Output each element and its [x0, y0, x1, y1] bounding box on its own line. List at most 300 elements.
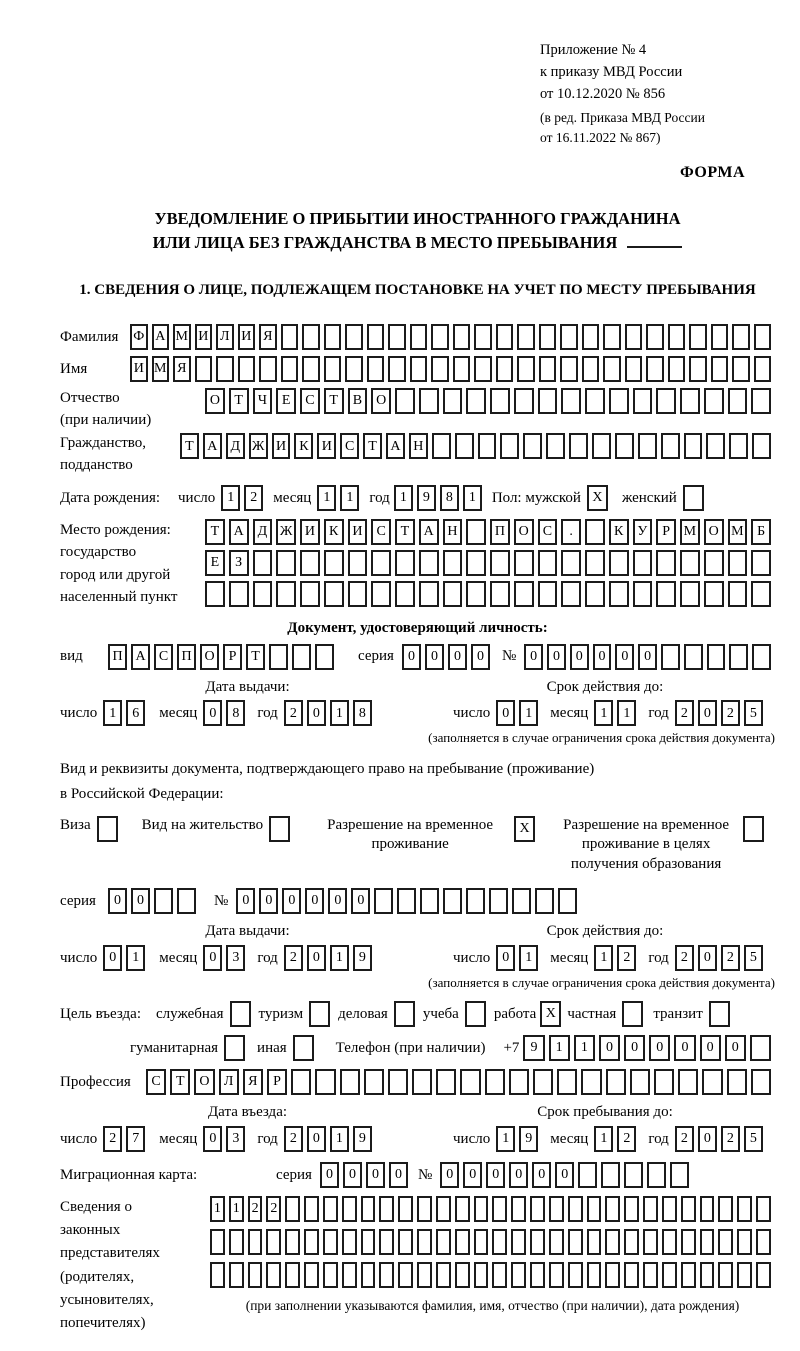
char-cell[interactable] [535, 888, 554, 914]
char-cell[interactable] [718, 1196, 733, 1222]
char-cell[interactable] [340, 1069, 360, 1095]
char-cell[interactable] [732, 324, 750, 350]
char-cell[interactable]: З [229, 550, 249, 576]
char-cell[interactable] [342, 1262, 357, 1288]
char-cell[interactable]: 0 [496, 700, 515, 726]
char-cell[interactable]: 9 [353, 945, 372, 971]
char-cell[interactable]: 0 [547, 644, 566, 670]
char-cell[interactable]: 8 [353, 700, 372, 726]
char-cell[interactable] [281, 324, 299, 350]
char-cell[interactable] [489, 888, 508, 914]
char-cell[interactable]: М [680, 519, 700, 545]
char-cell[interactable]: 0 [555, 1162, 574, 1188]
char-cell[interactable] [323, 1229, 338, 1255]
char-cell[interactable] [704, 581, 724, 607]
char-cell[interactable] [751, 388, 771, 414]
char-cell[interactable]: Ж [249, 433, 268, 459]
char-cell[interactable] [304, 1196, 319, 1222]
char-cell[interactable] [752, 644, 771, 670]
char-cell[interactable] [662, 1229, 677, 1255]
char-cell[interactable] [419, 550, 439, 576]
char-cell[interactable]: П [108, 644, 127, 670]
char-cell[interactable] [269, 644, 288, 670]
char-cell[interactable] [485, 1069, 505, 1095]
phone-cells[interactable] [523, 1035, 775, 1061]
char-cell[interactable] [443, 550, 463, 576]
char-cell[interactable] [388, 1069, 408, 1095]
char-cell[interactable]: 1 [221, 485, 240, 511]
char-cell[interactable] [410, 324, 428, 350]
char-cell[interactable] [754, 356, 772, 382]
char-cell[interactable] [737, 1262, 752, 1288]
char-cell[interactable]: 1 [617, 700, 636, 726]
char-cell[interactable] [431, 356, 449, 382]
char-cell[interactable]: С [154, 644, 173, 670]
migration-number-cells[interactable] [440, 1162, 693, 1188]
char-cell[interactable] [436, 1262, 451, 1288]
char-cell[interactable]: 9 [523, 1035, 544, 1061]
char-cell[interactable]: 0 [471, 644, 490, 670]
birth-place-row3-cells[interactable] [205, 581, 775, 607]
char-cell[interactable] [643, 1262, 658, 1288]
char-cell[interactable] [646, 324, 664, 350]
char-cell[interactable]: Л [216, 324, 234, 350]
char-cell[interactable] [453, 324, 471, 350]
char-cell[interactable] [512, 888, 531, 914]
char-cell[interactable]: Е [205, 550, 225, 576]
char-cell[interactable]: 0 [366, 1162, 385, 1188]
char-cell[interactable]: 0 [203, 945, 222, 971]
char-cell[interactable] [436, 1069, 456, 1095]
char-cell[interactable] [727, 1069, 747, 1095]
char-cell[interactable] [656, 581, 676, 607]
char-cell[interactable] [704, 550, 724, 576]
char-cell[interactable]: И [272, 433, 291, 459]
char-cell[interactable] [517, 356, 535, 382]
char-cell[interactable]: 0 [131, 888, 150, 914]
char-cell[interactable] [585, 388, 605, 414]
char-cell[interactable] [729, 433, 748, 459]
char-cell[interactable] [737, 1196, 752, 1222]
char-cell[interactable]: 5 [744, 1126, 763, 1152]
char-cell[interactable] [324, 581, 344, 607]
char-cell[interactable] [538, 388, 558, 414]
char-cell[interactable] [557, 1069, 577, 1095]
char-cell[interactable] [388, 356, 406, 382]
option-temp-residence-education-checkbox[interactable] [743, 816, 764, 842]
stay-issue-year-cells[interactable] [284, 945, 376, 971]
char-cell[interactable]: Ж [276, 519, 296, 545]
char-cell[interactable] [539, 356, 557, 382]
char-cell[interactable] [367, 324, 385, 350]
char-cell[interactable] [315, 644, 334, 670]
char-cell[interactable]: О [194, 1069, 214, 1095]
char-cell[interactable] [361, 1196, 376, 1222]
char-cell[interactable] [455, 1229, 470, 1255]
char-cell[interactable]: Т [170, 1069, 190, 1095]
char-cell[interactable] [561, 550, 581, 576]
char-cell[interactable] [291, 1069, 311, 1095]
given-name-cells[interactable] [130, 356, 775, 382]
char-cell[interactable]: М [152, 356, 170, 382]
char-cell[interactable] [704, 388, 724, 414]
char-cell[interactable] [285, 1229, 300, 1255]
char-cell[interactable] [684, 644, 703, 670]
char-cell[interactable]: 3 [226, 1126, 245, 1152]
entry-day-cells[interactable] [103, 1126, 149, 1152]
char-cell[interactable] [210, 1229, 225, 1255]
char-cell[interactable]: 0 [305, 888, 324, 914]
char-cell[interactable]: 8 [440, 485, 459, 511]
char-cell[interactable]: 2 [721, 1126, 740, 1152]
char-cell[interactable] [549, 1229, 564, 1255]
char-cell[interactable] [229, 1262, 244, 1288]
profession-cells[interactable] [146, 1069, 775, 1095]
birth-day-cells[interactable] [221, 485, 267, 511]
char-cell[interactable] [417, 1262, 432, 1288]
char-cell[interactable]: И [300, 519, 320, 545]
char-cell[interactable] [568, 1229, 583, 1255]
char-cell[interactable]: 0 [203, 1126, 222, 1152]
char-cell[interactable]: А [229, 519, 249, 545]
purpose-private-checkbox[interactable] [622, 1001, 643, 1027]
char-cell[interactable]: С [340, 433, 359, 459]
char-cell[interactable] [474, 1229, 489, 1255]
char-cell[interactable] [656, 388, 676, 414]
char-cell[interactable] [718, 1229, 733, 1255]
char-cell[interactable]: 8 [226, 700, 245, 726]
char-cell[interactable] [276, 581, 296, 607]
char-cell[interactable] [398, 1229, 413, 1255]
char-cell[interactable] [539, 324, 557, 350]
char-cell[interactable] [568, 1196, 583, 1222]
char-cell[interactable]: О [514, 519, 534, 545]
char-cell[interactable]: 0 [570, 644, 589, 670]
char-cell[interactable]: 0 [282, 888, 301, 914]
representatives-row1-cells[interactable] [210, 1196, 775, 1222]
char-cell[interactable]: 0 [509, 1162, 528, 1188]
char-cell[interactable] [266, 1262, 281, 1288]
char-cell[interactable] [511, 1196, 526, 1222]
char-cell[interactable] [581, 1069, 601, 1095]
char-cell[interactable]: 5 [744, 700, 763, 726]
purpose-humanitarian-checkbox[interactable] [224, 1035, 245, 1061]
char-cell[interactable] [643, 1196, 658, 1222]
char-cell[interactable] [443, 388, 463, 414]
char-cell[interactable]: 0 [203, 700, 222, 726]
char-cell[interactable]: 2 [284, 1126, 303, 1152]
char-cell[interactable]: А [203, 433, 222, 459]
char-cell[interactable]: 0 [496, 945, 515, 971]
char-cell[interactable]: 2 [248, 1196, 263, 1222]
char-cell[interactable]: Я [243, 1069, 263, 1095]
stay-issue-month-cells[interactable] [203, 945, 249, 971]
char-cell[interactable]: Я [173, 356, 191, 382]
char-cell[interactable]: 1 [463, 485, 482, 511]
char-cell[interactable]: 2 [103, 1126, 122, 1152]
char-cell[interactable] [609, 388, 629, 414]
option-residence-permit-checkbox[interactable] [269, 816, 290, 842]
char-cell[interactable] [624, 1196, 639, 1222]
char-cell[interactable] [737, 1229, 752, 1255]
char-cell[interactable]: 0 [236, 888, 255, 914]
char-cell[interactable]: О [205, 388, 225, 414]
char-cell[interactable] [560, 324, 578, 350]
char-cell[interactable]: Ф [130, 324, 148, 350]
char-cell[interactable] [661, 644, 680, 670]
stay-issue-day-cells[interactable] [103, 945, 149, 971]
char-cell[interactable] [578, 1162, 597, 1188]
char-cell[interactable] [680, 550, 700, 576]
char-cell[interactable]: 6 [126, 700, 145, 726]
char-cell[interactable] [379, 1196, 394, 1222]
char-cell[interactable] [615, 433, 634, 459]
char-cell[interactable] [216, 356, 234, 382]
char-cell[interactable] [700, 1262, 715, 1288]
purpose-official-checkbox[interactable] [230, 1001, 251, 1027]
char-cell[interactable] [154, 888, 173, 914]
char-cell[interactable] [624, 1162, 643, 1188]
char-cell[interactable] [756, 1229, 771, 1255]
char-cell[interactable]: . [561, 519, 581, 545]
char-cell[interactable] [707, 644, 726, 670]
char-cell[interactable] [538, 581, 558, 607]
char-cell[interactable]: А [386, 433, 405, 459]
purpose-study-checkbox[interactable] [465, 1001, 486, 1027]
char-cell[interactable]: 1 [549, 1035, 570, 1061]
char-cell[interactable] [419, 388, 439, 414]
char-cell[interactable]: 0 [259, 888, 278, 914]
char-cell[interactable] [603, 356, 621, 382]
char-cell[interactable]: С [371, 519, 391, 545]
char-cell[interactable]: 0 [486, 1162, 505, 1188]
sex-male-checkbox[interactable]: X [587, 485, 608, 511]
char-cell[interactable] [729, 644, 748, 670]
doc-issue-month-cells[interactable] [203, 700, 249, 726]
stay-expiry-day-cells[interactable] [496, 945, 542, 971]
char-cell[interactable] [478, 433, 497, 459]
char-cell[interactable] [474, 1196, 489, 1222]
char-cell[interactable]: 0 [624, 1035, 645, 1061]
char-cell[interactable]: О [200, 644, 219, 670]
char-cell[interactable] [361, 1229, 376, 1255]
char-cell[interactable] [754, 324, 772, 350]
char-cell[interactable] [549, 1262, 564, 1288]
char-cell[interactable] [681, 1196, 696, 1222]
doc-issue-day-cells[interactable] [103, 700, 149, 726]
birth-year-cells[interactable] [394, 485, 486, 511]
char-cell[interactable] [605, 1196, 620, 1222]
char-cell[interactable] [371, 550, 391, 576]
char-cell[interactable]: С [538, 519, 558, 545]
doc-expiry-year-cells[interactable] [675, 700, 767, 726]
char-cell[interactable] [496, 324, 514, 350]
char-cell[interactable]: 1 [126, 945, 145, 971]
char-cell[interactable]: 3 [226, 945, 245, 971]
char-cell[interactable]: 2 [675, 945, 694, 971]
char-cell[interactable] [374, 888, 393, 914]
char-cell[interactable] [752, 433, 771, 459]
patronymic-cells[interactable] [205, 388, 775, 414]
char-cell[interactable] [654, 1069, 674, 1095]
char-cell[interactable]: 0 [649, 1035, 670, 1061]
char-cell[interactable] [431, 324, 449, 350]
char-cell[interactable] [371, 581, 391, 607]
char-cell[interactable] [718, 1262, 733, 1288]
char-cell[interactable]: Т [229, 388, 249, 414]
char-cell[interactable]: Н [409, 433, 428, 459]
char-cell[interactable]: С [146, 1069, 166, 1095]
char-cell[interactable] [436, 1229, 451, 1255]
char-cell[interactable] [238, 356, 256, 382]
char-cell[interactable] [397, 888, 416, 914]
char-cell[interactable] [605, 1262, 620, 1288]
char-cell[interactable] [348, 550, 368, 576]
char-cell[interactable] [395, 388, 415, 414]
char-cell[interactable] [514, 581, 534, 607]
char-cell[interactable] [345, 356, 363, 382]
char-cell[interactable]: 0 [725, 1035, 746, 1061]
char-cell[interactable]: 2 [284, 945, 303, 971]
stay-series-cells[interactable] [108, 888, 200, 914]
char-cell[interactable] [492, 1229, 507, 1255]
char-cell[interactable]: 1 [574, 1035, 595, 1061]
char-cell[interactable] [711, 324, 729, 350]
char-cell[interactable] [668, 356, 686, 382]
char-cell[interactable] [324, 324, 342, 350]
char-cell[interactable]: 1 [394, 485, 413, 511]
char-cell[interactable]: И [238, 324, 256, 350]
char-cell[interactable]: М [173, 324, 191, 350]
char-cell[interactable]: 2 [721, 700, 740, 726]
char-cell[interactable]: 2 [675, 1126, 694, 1152]
char-cell[interactable]: 0 [638, 644, 657, 670]
char-cell[interactable] [248, 1229, 263, 1255]
char-cell[interactable]: 0 [389, 1162, 408, 1188]
char-cell[interactable] [606, 1069, 626, 1095]
char-cell[interactable] [560, 356, 578, 382]
char-cell[interactable]: 0 [103, 945, 122, 971]
char-cell[interactable]: 2 [284, 700, 303, 726]
char-cell[interactable] [474, 356, 492, 382]
char-cell[interactable]: П [177, 644, 196, 670]
char-cell[interactable] [680, 581, 700, 607]
char-cell[interactable] [668, 324, 686, 350]
char-cell[interactable]: 0 [463, 1162, 482, 1188]
char-cell[interactable] [670, 1162, 689, 1188]
char-cell[interactable] [624, 1262, 639, 1288]
stay-until-year-cells[interactable] [675, 1126, 767, 1152]
char-cell[interactable]: 0 [698, 700, 717, 726]
char-cell[interactable] [364, 1069, 384, 1095]
char-cell[interactable] [585, 581, 605, 607]
char-cell[interactable] [561, 388, 581, 414]
char-cell[interactable] [585, 519, 605, 545]
char-cell[interactable] [523, 433, 542, 459]
char-cell[interactable] [466, 550, 486, 576]
char-cell[interactable]: 2 [617, 1126, 636, 1152]
migration-series-cells[interactable] [320, 1162, 412, 1188]
char-cell[interactable]: П [490, 519, 510, 545]
char-cell[interactable]: 1 [594, 945, 613, 971]
char-cell[interactable]: О [371, 388, 391, 414]
char-cell[interactable] [324, 356, 342, 382]
char-cell[interactable] [656, 550, 676, 576]
char-cell[interactable] [661, 433, 680, 459]
char-cell[interactable] [585, 550, 605, 576]
char-cell[interactable] [689, 356, 707, 382]
char-cell[interactable]: И [195, 324, 213, 350]
char-cell[interactable] [490, 388, 510, 414]
char-cell[interactable] [530, 1196, 545, 1222]
purpose-other-checkbox[interactable] [293, 1035, 314, 1061]
char-cell[interactable] [323, 1262, 338, 1288]
purpose-tourism-checkbox[interactable] [309, 1001, 330, 1027]
char-cell[interactable]: Т [363, 433, 382, 459]
char-cell[interactable]: Ч [253, 388, 273, 414]
char-cell[interactable]: 0 [328, 888, 347, 914]
char-cell[interactable] [417, 1196, 432, 1222]
char-cell[interactable]: 0 [700, 1035, 721, 1061]
char-cell[interactable] [700, 1229, 715, 1255]
char-cell[interactable]: 0 [320, 1162, 339, 1188]
char-cell[interactable] [605, 1229, 620, 1255]
char-cell[interactable]: 1 [594, 700, 613, 726]
char-cell[interactable]: Е [276, 388, 296, 414]
char-cell[interactable]: 1 [229, 1196, 244, 1222]
char-cell[interactable] [678, 1069, 698, 1095]
char-cell[interactable] [601, 1162, 620, 1188]
char-cell[interactable] [436, 1196, 451, 1222]
doc-issue-year-cells[interactable] [284, 700, 376, 726]
char-cell[interactable]: 0 [698, 945, 717, 971]
char-cell[interactable] [474, 1262, 489, 1288]
char-cell[interactable] [342, 1229, 357, 1255]
char-cell[interactable]: 1 [519, 945, 538, 971]
char-cell[interactable]: У [633, 519, 653, 545]
char-cell[interactable] [496, 356, 514, 382]
char-cell[interactable] [751, 1069, 771, 1095]
char-cell[interactable]: 0 [402, 644, 421, 670]
char-cell[interactable] [302, 356, 320, 382]
char-cell[interactable] [285, 1196, 300, 1222]
char-cell[interactable]: С [300, 388, 320, 414]
char-cell[interactable] [195, 356, 213, 382]
char-cell[interactable] [751, 550, 771, 576]
option-temp-residence-checkbox[interactable]: X [514, 816, 535, 842]
char-cell[interactable] [582, 356, 600, 382]
char-cell[interactable] [453, 356, 471, 382]
char-cell[interactable] [711, 356, 729, 382]
char-cell[interactable] [492, 1262, 507, 1288]
char-cell[interactable] [395, 581, 415, 607]
char-cell[interactable] [689, 324, 707, 350]
char-cell[interactable] [323, 1196, 338, 1222]
char-cell[interactable] [474, 324, 492, 350]
char-cell[interactable] [229, 1229, 244, 1255]
char-cell[interactable] [756, 1196, 771, 1222]
char-cell[interactable] [466, 888, 485, 914]
char-cell[interactable]: 0 [593, 644, 612, 670]
char-cell[interactable] [500, 433, 519, 459]
char-cell[interactable] [633, 388, 653, 414]
char-cell[interactable]: Р [656, 519, 676, 545]
char-cell[interactable]: 0 [307, 945, 326, 971]
char-cell[interactable] [285, 1262, 300, 1288]
char-cell[interactable]: Л [219, 1069, 239, 1095]
char-cell[interactable]: 9 [417, 485, 436, 511]
char-cell[interactable] [549, 1196, 564, 1222]
